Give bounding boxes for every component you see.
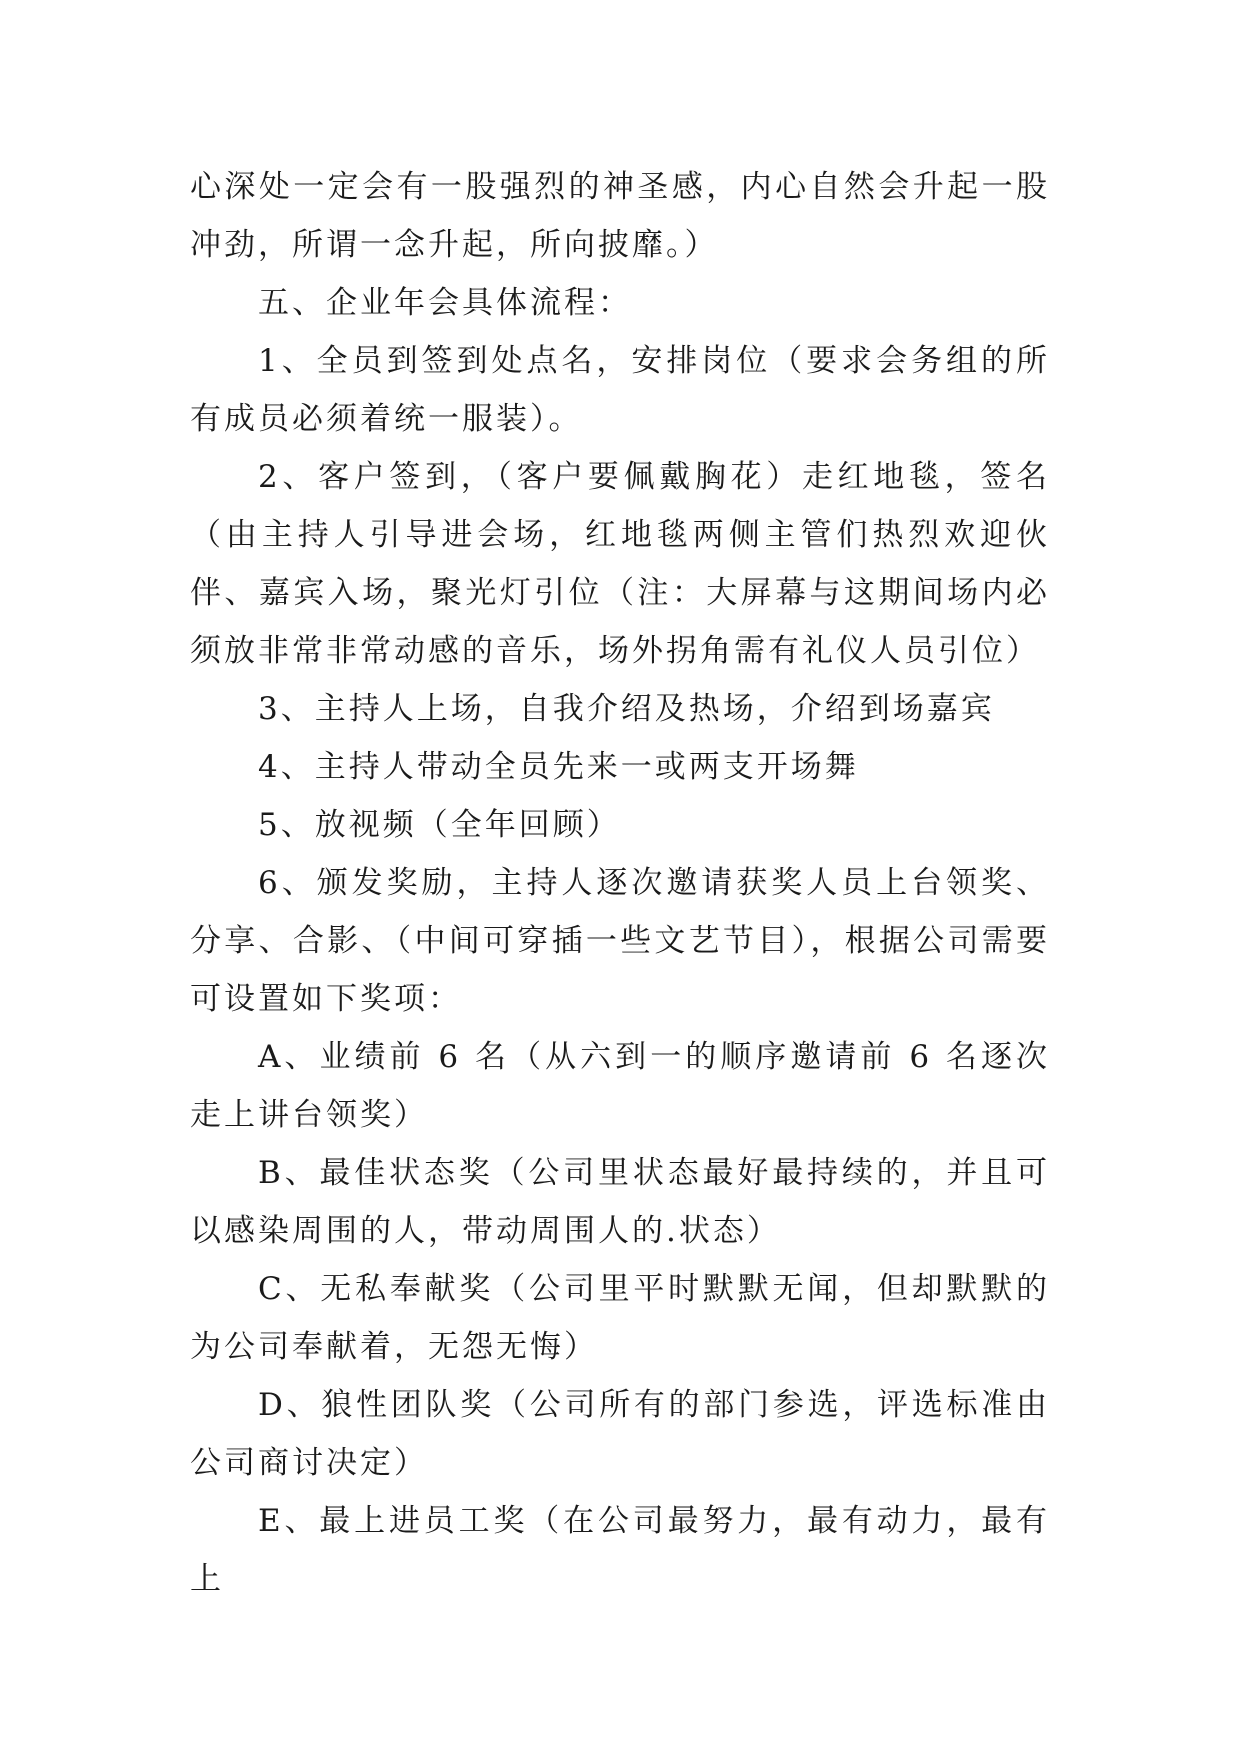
paragraph-step-4: 4、主持人带动全员先来一或两支开场舞 (258, 749, 859, 785)
paragraph-award-e: E、最上进员工奖（在公司最努力，最有动力，最有上 (190, 1503, 1050, 1597)
paragraph-award-b: B、最佳状态奖（公司里状态最好最持续的，并且可以感染周围的人，带动周围人的.状态） (190, 1155, 1050, 1249)
paragraph-step-5: 5、放视频（全年回顾） (258, 807, 621, 843)
document-body (190, 158, 1050, 1608)
paragraph-step-2: 2、客户签到，（客户要佩戴胸花）走红地毯，签名（由主持人引导进会场，红地毯两侧主管们热烈欢迎伙伴、嘉宾入场，聚光灯引位（注：大屏幕与这期间场内必须放非常非常动感的音乐，场外拐角需有礼仪人员引位） (190, 459, 1050, 669)
paragraph-award-d: D、狼性团队奖（公司所有的部门参选，评选标准由公司商讨决定） (190, 1387, 1050, 1481)
paragraph-continuation: 心深处一定会有一股强烈的神圣感，内心自然会升起一股冲劲，所谓一念升起，所向披靡。） (190, 169, 1050, 263)
paragraph-step-1: 1、全员到签到处点名，安排岗位（要求会务组的所有成员必须着统一服装）。 (190, 343, 1050, 437)
paragraph-award-a: A、业绩前 6 名（从六到一的顺序邀请前 6 名逐次走上讲台领奖） (190, 1039, 1050, 1133)
paragraph-step-3: 3、主持人上场，自我介绍及热场，介绍到场嘉宾 (258, 691, 995, 727)
paragraph-step-6: 6、颁发奖励，主持人逐次邀请获奖人员上台领奖、分享、合影、（中间可穿插一些文艺节目），根据公司需要可设置如下奖项： (190, 865, 1050, 1017)
paragraph-award-c: C、无私奉献奖（公司里平时默默无闻，但却默默的为公司奉献着，无怨无悔） (190, 1271, 1050, 1365)
section-heading-process: 五、企业年会具体流程： (258, 285, 632, 321)
